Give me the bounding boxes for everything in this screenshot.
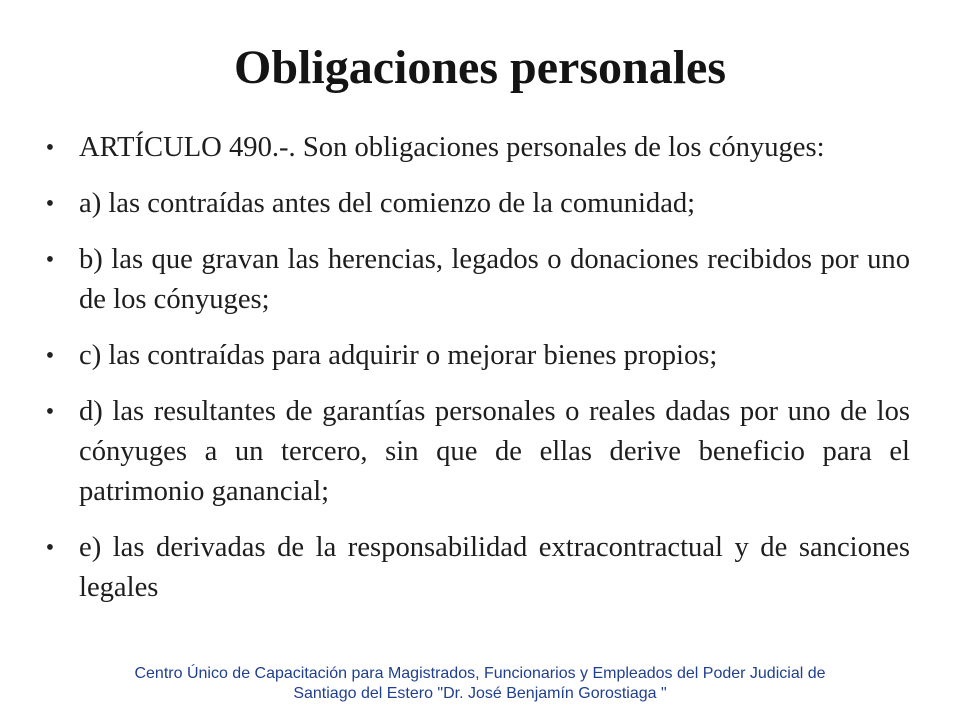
slide-footer [0, 664, 960, 704]
bullet-text: ARTÍCULO 490.-. Son obligaciones personales de los cónyuges: [79, 132, 825, 163]
bullet-text: c) las contraídas para adquirir o mejorar bienes propios; [79, 340, 718, 371]
bullet-item-c [40, 336, 910, 376]
bullet-item-b [40, 240, 910, 320]
footer-line-2: Santiago del Estero "Dr. José Benjamín Gorostiaga " [293, 685, 667, 702]
bullet-dot-icon: • [45, 135, 55, 161]
bullet-dot-icon: • [45, 191, 55, 217]
bullet-dot-icon: • [45, 343, 55, 369]
bullet-text: a) las contraídas antes del comienzo de la comunidad; [79, 188, 696, 219]
bullet-item-d [40, 392, 910, 512]
bullet-text: e) las derivadas de la responsabilidad extracontractual y de sanciones legales [79, 532, 910, 603]
bullet-item-article [40, 128, 910, 168]
bullet-item-a [40, 184, 910, 224]
bullet-dot-icon: • [45, 535, 55, 561]
bullet-text: d) las resultantes de garantías personales o reales dadas por uno de los cónyuges a un tercero, sin que de ellas derive beneficio para el patrimonio ganancial; [79, 396, 910, 507]
slide-title: Obligaciones personales [233, 41, 727, 94]
footer-line-1: Centro Único de Capacitación para Magistrados, Funcionarios y Empleados del Poder Judicial de [134, 665, 826, 682]
bullet-text: b) las que gravan las herencias, legados o donaciones recibidos por uno de los cónyuges; [79, 244, 910, 315]
bullet-list [40, 128, 910, 608]
bullet-dot-icon: • [45, 399, 55, 425]
bullet-dot-icon: • [45, 247, 55, 273]
bullet-item-e [40, 528, 910, 608]
